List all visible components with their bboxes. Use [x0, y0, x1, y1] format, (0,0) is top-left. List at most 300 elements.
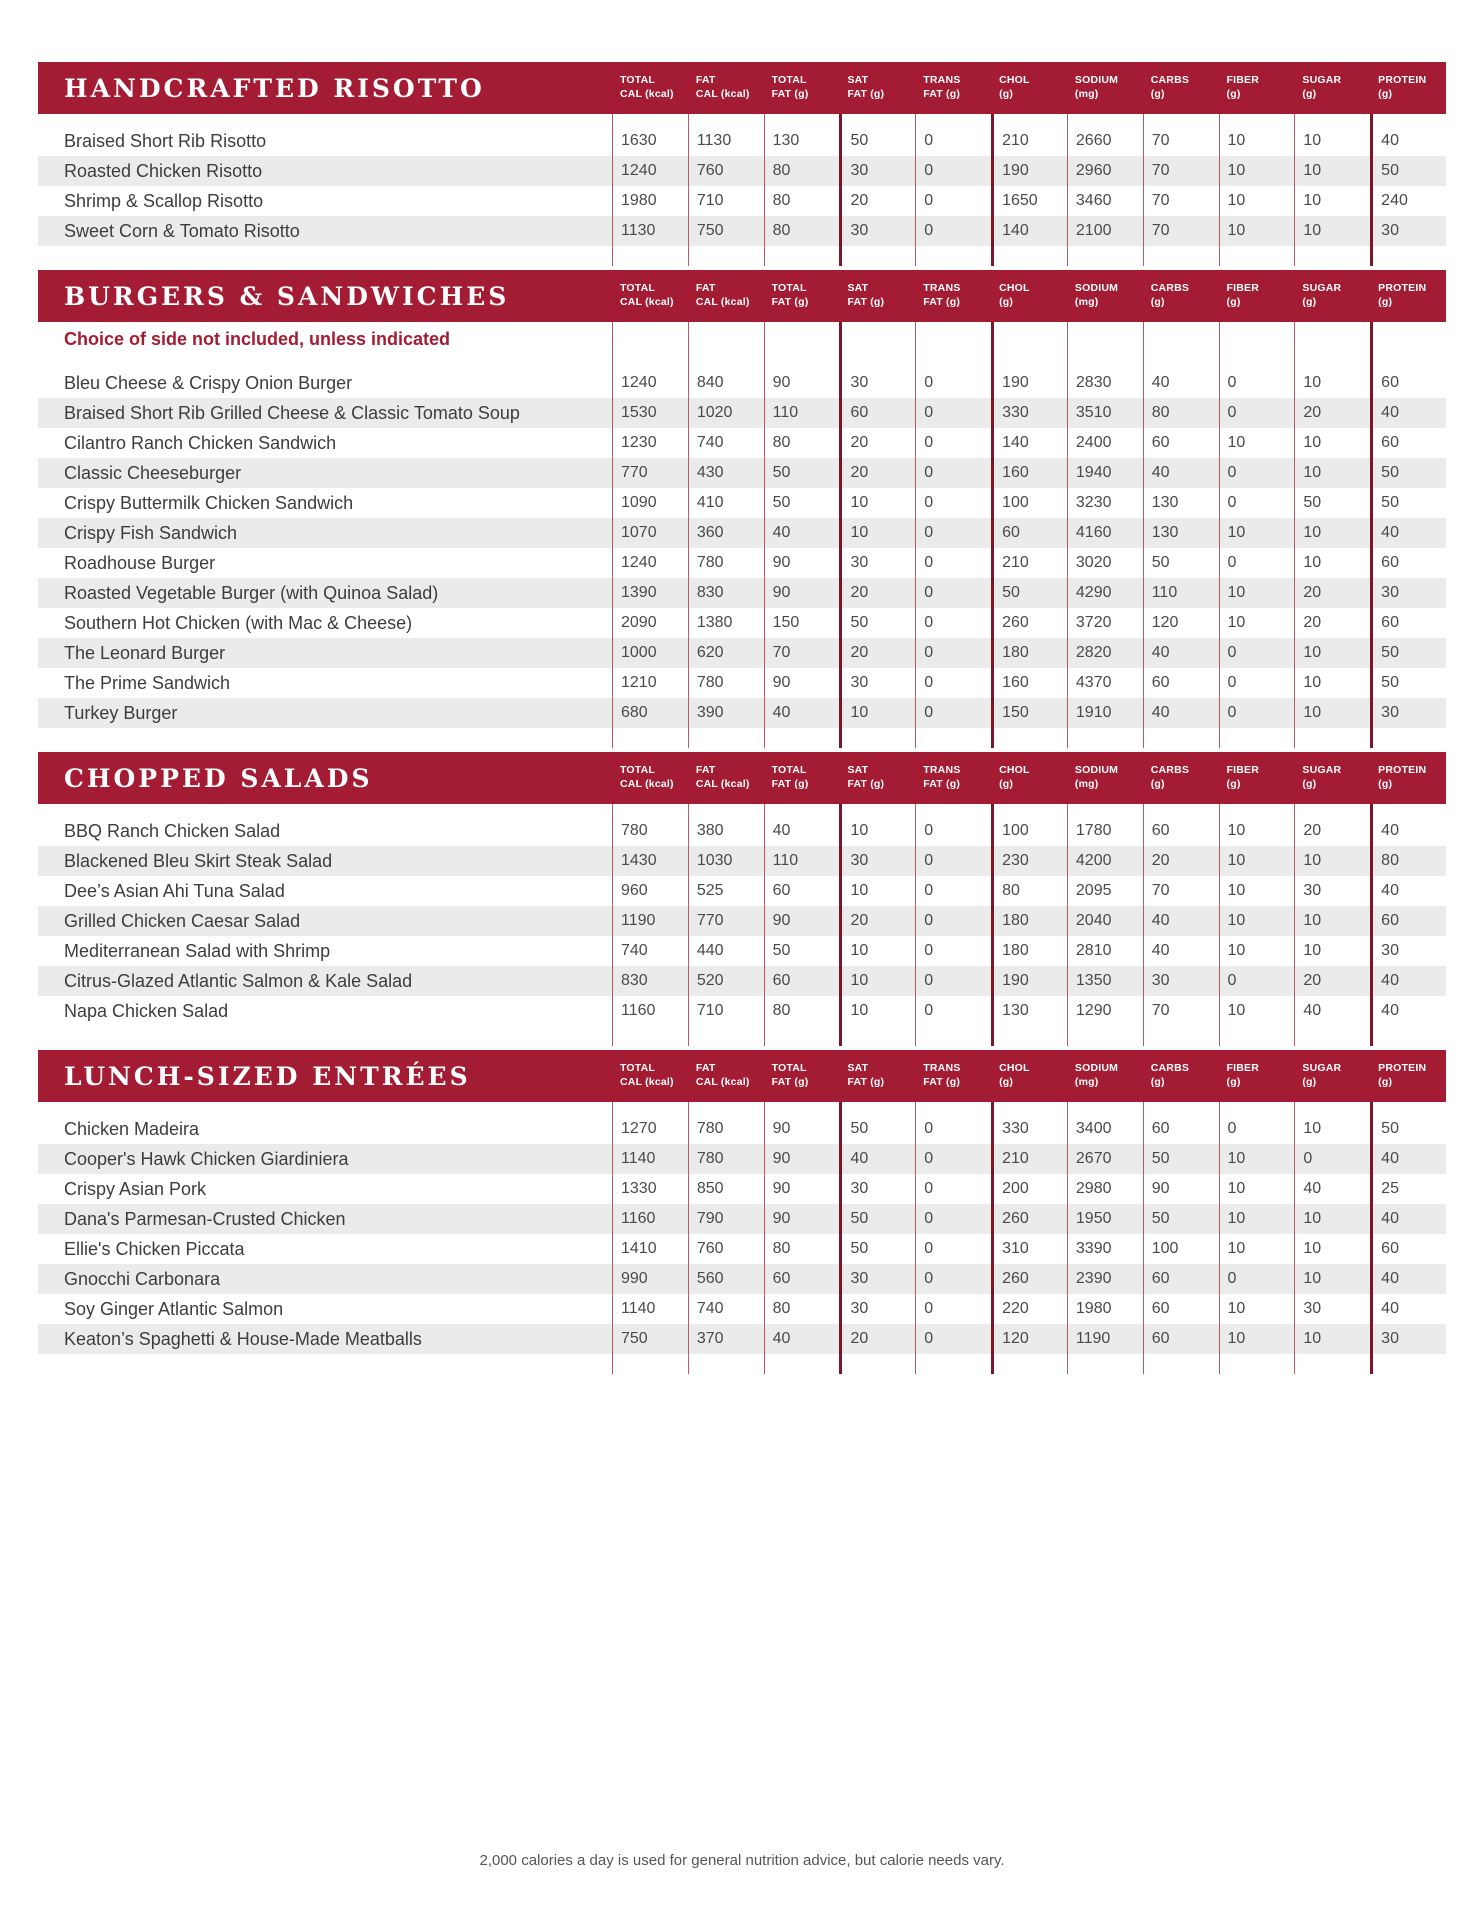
- menu-item-row: [38, 216, 1446, 246]
- nutrition-value: 360: [688, 518, 764, 548]
- item-name: Dana's Parmesan-Crusted Chicken: [64, 1208, 346, 1229]
- nutrition-value: 40: [764, 518, 840, 548]
- item-name: Crispy Fish Sandwich: [64, 522, 238, 543]
- nutrition-value: 1780: [1067, 816, 1143, 846]
- nutrition-value: 30: [839, 548, 915, 578]
- column-header: TRANS FAT (g): [923, 282, 961, 308]
- nutrition-value: 0: [915, 698, 991, 728]
- column-header: TOTAL FAT (g): [771, 764, 809, 790]
- column-header: PROTEIN (g): [1378, 1062, 1427, 1088]
- nutrition-value: 200: [991, 1174, 1067, 1204]
- nutrition-value: 40: [1370, 398, 1446, 428]
- nutrition-value: 25: [1370, 1174, 1446, 1204]
- nutrition-value: 30: [1370, 578, 1446, 608]
- nutrition-value: 10: [1294, 1324, 1370, 1354]
- column-rule-cell: [764, 356, 840, 368]
- nutrition-value: 10: [1294, 428, 1370, 458]
- column-header: TRANS FAT (g): [923, 764, 961, 790]
- nutrition-value: 0: [1219, 698, 1295, 728]
- item-name: Roasted Chicken Risotto: [64, 160, 263, 181]
- column-rule-cell: [991, 114, 1067, 126]
- column-rule-cell: [915, 114, 991, 126]
- nutrition-value: 50: [839, 126, 915, 156]
- nutrition-value: 750: [612, 1324, 688, 1354]
- nutrition-value: 1160: [612, 1204, 688, 1234]
- nutrition-value: 210: [991, 548, 1067, 578]
- nutrition-value: 50: [1143, 1204, 1219, 1234]
- menu-item-row: [38, 488, 1446, 518]
- column-rule-cell: [991, 1102, 1067, 1114]
- nutrition-value: 30: [839, 668, 915, 698]
- nutrition-value: 0: [915, 368, 991, 398]
- nutrition-value: 40: [764, 1324, 840, 1354]
- nutrition-value: 0: [915, 1324, 991, 1354]
- column-rule-cell: [1370, 322, 1446, 356]
- nutrition-value: 10: [839, 996, 915, 1026]
- nutrition-value: 0: [915, 876, 991, 906]
- column-rule-cell: [1219, 114, 1295, 126]
- nutrition-value: 120: [991, 1324, 1067, 1354]
- nutrition-value: 1230: [612, 428, 688, 458]
- nutrition-value: 30: [839, 846, 915, 876]
- nutrition-value: 10: [1219, 578, 1295, 608]
- nutrition-value: 10: [1294, 126, 1370, 156]
- item-name: Mediterranean Salad with Shrimp: [64, 940, 331, 961]
- nutrition-value: 1240: [612, 156, 688, 186]
- column-header: CHOL (g): [999, 282, 1030, 308]
- nutrition-value: 0: [915, 996, 991, 1026]
- nutrition-value: 40: [1143, 368, 1219, 398]
- nutrition-value: 20: [839, 186, 915, 216]
- nutrition-value: 20: [1294, 578, 1370, 608]
- nutrition-value: 90: [764, 368, 840, 398]
- nutrition-value: 680: [612, 698, 688, 728]
- column-rule-cell: [915, 1026, 991, 1046]
- column-rule-cell: [688, 356, 764, 368]
- nutrition-value: 70: [1143, 186, 1219, 216]
- column-rule-cell: [1294, 1354, 1370, 1374]
- column-rule-cell: [1219, 322, 1295, 356]
- nutrition-value: 1950: [1067, 1204, 1143, 1234]
- nutrition-value: 0: [915, 668, 991, 698]
- nutrition-value: 80: [991, 876, 1067, 906]
- nutrition-value: 380: [688, 816, 764, 846]
- nutrition-value: 10: [1219, 816, 1295, 846]
- nutrition-value: 10: [1219, 1324, 1295, 1354]
- nutrition-value: 80: [764, 1234, 840, 1264]
- column-header: TOTAL CAL (kcal): [620, 764, 674, 790]
- column-rule-cell: [1143, 322, 1219, 356]
- spacer-cell: [38, 1354, 612, 1374]
- nutrition-value: 60: [1370, 906, 1446, 936]
- nutrition-value: 4290: [1067, 578, 1143, 608]
- nutrition-value: 130: [991, 996, 1067, 1026]
- column-rule-cell: [915, 322, 991, 356]
- menu-item-row: [38, 996, 1446, 1026]
- nutrition-value: 10: [1219, 1234, 1295, 1264]
- nutrition-value: 10: [839, 698, 915, 728]
- nutrition-value: 10: [1294, 156, 1370, 186]
- column-rule-cell: [1067, 356, 1143, 368]
- nutrition-value: 50: [1370, 156, 1446, 186]
- column-rule-cell: [839, 322, 915, 356]
- nutrition-value: 260: [991, 608, 1067, 638]
- nutrition-value: 40: [1370, 1144, 1446, 1174]
- calorie-disclaimer: 2,000 calories a day is used for general nutrition advice, but calorie needs vary.: [479, 1852, 1005, 1869]
- section-rows: [38, 804, 1446, 1046]
- column-header: SUGAR (g): [1302, 1062, 1342, 1088]
- column-rule-cell: [839, 356, 915, 368]
- menu-item-row: [38, 186, 1446, 216]
- nutrition-value: 780: [612, 816, 688, 846]
- nutrition-value: 1980: [1067, 1294, 1143, 1324]
- nutrition-value: 230: [991, 846, 1067, 876]
- item-name: Braised Short Rib Risotto: [64, 130, 267, 151]
- column-rule-cell: [991, 246, 1067, 266]
- nutrition-value: 20: [1294, 966, 1370, 996]
- nutrition-value: 60: [991, 518, 1067, 548]
- nutrition-value: 1410: [612, 1234, 688, 1264]
- menu-section: [38, 1050, 1446, 1374]
- nutrition-value: 1390: [612, 578, 688, 608]
- nutrition-value: 1140: [612, 1144, 688, 1174]
- column-header: FIBER (g): [1226, 282, 1260, 308]
- nutrition-value: 50: [1370, 1114, 1446, 1144]
- nutrition-value: 1240: [612, 548, 688, 578]
- menu-item-row: [38, 966, 1446, 996]
- nutrition-value: 40: [1143, 936, 1219, 966]
- nutrition-value: 20: [839, 578, 915, 608]
- nutrition-value: 770: [612, 458, 688, 488]
- nutrition-value: 30: [839, 368, 915, 398]
- item-name: Blackened Bleu Skirt Steak Salad: [64, 850, 333, 871]
- column-rule-cell: [612, 322, 688, 356]
- column-rule-cell: [1370, 1354, 1446, 1374]
- nutrition-value: 90: [764, 668, 840, 698]
- nutrition-value: 10: [1219, 936, 1295, 966]
- nutrition-value: 50: [839, 1114, 915, 1144]
- nutrition-value: 40: [1370, 966, 1446, 996]
- nutrition-value: 210: [991, 1144, 1067, 1174]
- nutrition-value: 10: [1294, 1264, 1370, 1294]
- nutrition-value: 790: [688, 1204, 764, 1234]
- nutrition-value: 30: [839, 1174, 915, 1204]
- section-header-bar: [38, 752, 1446, 804]
- nutrition-value: 0: [915, 1234, 991, 1264]
- nutrition-value: 10: [839, 936, 915, 966]
- column-rule-cell: [1294, 1026, 1370, 1046]
- nutrition-value: 10: [1294, 906, 1370, 936]
- nutrition-value: 60: [1143, 668, 1219, 698]
- nutrition-value: 60: [764, 876, 840, 906]
- nutrition-value: 1190: [1067, 1324, 1143, 1354]
- item-name: Dee’s Asian Ahi Tuna Salad: [64, 880, 285, 901]
- section-title: HANDCRAFTED RISOTTO: [64, 73, 485, 103]
- column-header: TOTAL CAL (kcal): [620, 282, 674, 308]
- nutrition-value: 780: [688, 668, 764, 698]
- item-name: Bleu Cheese & Crispy Onion Burger: [64, 372, 353, 393]
- nutrition-value: 990: [612, 1264, 688, 1294]
- column-header: SAT FAT (g): [847, 74, 885, 100]
- nutrition-value: 740: [688, 428, 764, 458]
- nutrition-value: 0: [915, 1114, 991, 1144]
- menu-item-row: [38, 816, 1446, 846]
- column-header: SAT FAT (g): [847, 764, 885, 790]
- menu-item-row: [38, 126, 1446, 156]
- nutrition-value: 2820: [1067, 638, 1143, 668]
- column-header: CHOL (g): [999, 74, 1030, 100]
- nutrition-value: 2100: [1067, 216, 1143, 246]
- nutrition-value: 20: [839, 458, 915, 488]
- menu-item-row: [38, 1174, 1446, 1204]
- column-header: SODIUM (mg): [1074, 74, 1119, 100]
- column-header: SUGAR (g): [1302, 764, 1342, 790]
- nutrition-value: 830: [688, 578, 764, 608]
- nutrition-value: 80: [764, 996, 840, 1026]
- column-rule-cell: [1294, 246, 1370, 266]
- nutrition-value: 30: [839, 1264, 915, 1294]
- nutrition-value: 3390: [1067, 1234, 1143, 1264]
- nutrition-value: 1090: [612, 488, 688, 518]
- nutrition-value: 0: [915, 638, 991, 668]
- nutrition-value: 180: [991, 936, 1067, 966]
- nutrition-value: 520: [688, 966, 764, 996]
- column-rule-cell: [1370, 1102, 1446, 1114]
- nutrition-value: 30: [1294, 1294, 1370, 1324]
- nutrition-value: 10: [1219, 906, 1295, 936]
- column-rule-cell: [612, 246, 688, 266]
- nutrition-value: 10: [1294, 668, 1370, 698]
- column-header: CHOL (g): [999, 764, 1030, 790]
- menu-item-row: [38, 398, 1446, 428]
- column-header: FAT CAL (kcal): [695, 764, 750, 790]
- column-header: TOTAL FAT (g): [771, 282, 809, 308]
- column-rule-cell: [1294, 728, 1370, 748]
- menu-item-row: [38, 428, 1446, 458]
- nutrition-value: 0: [1219, 1264, 1295, 1294]
- nutrition-value: 60: [1143, 428, 1219, 458]
- column-rule-cell: [1219, 1102, 1295, 1114]
- nutrition-value: 2095: [1067, 876, 1143, 906]
- item-name: Ellie's Chicken Piccata: [64, 1238, 245, 1259]
- column-rule-cell: [764, 804, 840, 816]
- nutrition-value: 60: [1370, 548, 1446, 578]
- nutrition-value: 110: [764, 398, 840, 428]
- section-rows: [38, 322, 1446, 748]
- nutrition-value: 0: [915, 518, 991, 548]
- nutrition-value: 0: [1219, 368, 1295, 398]
- nutrition-value: 0: [915, 1174, 991, 1204]
- nutrition-value: 0: [1219, 966, 1295, 996]
- nutrition-value: 40: [1294, 996, 1370, 1026]
- menu-item-row: [38, 638, 1446, 668]
- nutrition-value: 130: [764, 126, 840, 156]
- nutrition-value: 2040: [1067, 906, 1143, 936]
- nutrition-value: 0: [915, 1264, 991, 1294]
- nutrition-value: 0: [915, 816, 991, 846]
- column-rule-cell: [1143, 804, 1219, 816]
- nutrition-value: 130: [1143, 518, 1219, 548]
- nutrition-value: 60: [1370, 608, 1446, 638]
- nutrition-value: 40: [1143, 906, 1219, 936]
- nutrition-value: 140: [991, 216, 1067, 246]
- column-header: TOTAL FAT (g): [771, 1062, 809, 1088]
- nutrition-value: 840: [688, 368, 764, 398]
- nutrition-value: 40: [1143, 638, 1219, 668]
- nutrition-value: 1070: [612, 518, 688, 548]
- nutrition-value: 40: [1143, 698, 1219, 728]
- nutrition-value: 50: [839, 1234, 915, 1264]
- nutrition-value: 10: [1219, 846, 1295, 876]
- column-rule-cell: [1067, 1026, 1143, 1046]
- menu-item-row: [38, 368, 1446, 398]
- column-rule-cell: [915, 1354, 991, 1374]
- nutrition-value: 70: [1143, 216, 1219, 246]
- column-header: SAT FAT (g): [847, 282, 885, 308]
- nutrition-value: 3020: [1067, 548, 1143, 578]
- nutrition-value: 0: [915, 966, 991, 996]
- nutrition-value: 4160: [1067, 518, 1143, 548]
- nutrition-value: 10: [1294, 186, 1370, 216]
- nutrition-value: 960: [612, 876, 688, 906]
- nutrition-value: 620: [688, 638, 764, 668]
- nutrition-value: 80: [764, 1294, 840, 1324]
- nutrition-value: 90: [764, 1144, 840, 1174]
- nutrition-value: 90: [764, 906, 840, 936]
- column-rule-cell: [991, 804, 1067, 816]
- item-name: BBQ Ranch Chicken Salad: [64, 820, 281, 841]
- nutrition-value: 310: [991, 1234, 1067, 1264]
- nutrition-value: 30: [1370, 216, 1446, 246]
- column-rule-cell: [1219, 246, 1295, 266]
- column-rule-cell: [1294, 1102, 1370, 1114]
- nutrition-value: 50: [1370, 458, 1446, 488]
- nutrition-value: 60: [1370, 368, 1446, 398]
- column-rule-cell: [1067, 1102, 1143, 1114]
- nutrition-value: 100: [1143, 1234, 1219, 1264]
- section-header-bar: [38, 1050, 1446, 1102]
- nutrition-value: 0: [915, 126, 991, 156]
- nutrition-value: 10: [1294, 458, 1370, 488]
- column-header: CARBS (g): [1150, 74, 1190, 100]
- nutrition-value: 0: [915, 1294, 991, 1324]
- column-rule-cell: [1219, 1026, 1295, 1046]
- column-rule-cell: [1219, 728, 1295, 748]
- nutrition-value: 40: [1370, 518, 1446, 548]
- column-rule-cell: [1067, 728, 1143, 748]
- nutrition-value: 0: [915, 428, 991, 458]
- nutrition-value: 90: [764, 1174, 840, 1204]
- menu-item-row: [38, 1264, 1446, 1294]
- nutrition-value: 410: [688, 488, 764, 518]
- nutrition-value: 10: [1294, 936, 1370, 966]
- nutrition-value: 30: [1370, 936, 1446, 966]
- nutrition-value: 0: [915, 398, 991, 428]
- nutrition-value: 100: [991, 816, 1067, 846]
- item-name: Shrimp & Scallop Risotto: [64, 190, 264, 211]
- column-header: SODIUM (mg): [1074, 1062, 1119, 1088]
- nutrition-value: 1350: [1067, 966, 1143, 996]
- item-name: Southern Hot Chicken (with Mac & Cheese): [64, 612, 413, 633]
- nutrition-value: 740: [688, 1294, 764, 1324]
- nutrition-value: 430: [688, 458, 764, 488]
- nutrition-value: 10: [1294, 1114, 1370, 1144]
- nutrition-value: 140: [991, 428, 1067, 458]
- nutrition-value: 260: [991, 1204, 1067, 1234]
- column-header: SUGAR (g): [1302, 282, 1342, 308]
- column-header: CARBS (g): [1150, 1062, 1190, 1088]
- nutrition-value: 0: [915, 906, 991, 936]
- nutrition-value: 390: [688, 698, 764, 728]
- column-rule-cell: [688, 1026, 764, 1046]
- column-header: TRANS FAT (g): [923, 1062, 961, 1088]
- menu-item-row: [38, 548, 1446, 578]
- column-rule-cell: [612, 114, 688, 126]
- item-name: Cooper's Hawk Chicken Giardiniera: [64, 1148, 349, 1169]
- section-note-row: [38, 322, 1446, 356]
- column-rule-cell: [688, 728, 764, 748]
- nutrition-value: 780: [688, 1114, 764, 1144]
- nutrition-value: 780: [688, 1144, 764, 1174]
- nutrition-value: 2400: [1067, 428, 1143, 458]
- column-rule-cell: [1370, 246, 1446, 266]
- column-rule-cell: [839, 804, 915, 816]
- nutrition-value: 50: [1294, 488, 1370, 518]
- nutrition-value: 780: [688, 548, 764, 578]
- nutrition-value: 90: [764, 548, 840, 578]
- spacer-row: [38, 1102, 1446, 1114]
- nutrition-value: 80: [764, 186, 840, 216]
- column-rule-cell: [688, 246, 764, 266]
- column-rule-cell: [1294, 114, 1370, 126]
- column-rule-cell: [764, 322, 840, 356]
- item-name: Citrus-Glazed Atlantic Salmon & Kale Salad: [64, 970, 413, 991]
- nutrition-value: 0: [915, 548, 991, 578]
- column-header: FAT CAL (kcal): [695, 74, 750, 100]
- menu-item-row: [38, 608, 1446, 638]
- item-name: Chicken Madeira: [64, 1118, 200, 1139]
- nutrition-value: 90: [764, 1114, 840, 1144]
- nutrition-value: 2960: [1067, 156, 1143, 186]
- column-rule-cell: [1294, 804, 1370, 816]
- nutrition-value: 10: [839, 966, 915, 996]
- nutrition-value: 30: [1143, 966, 1219, 996]
- nutrition-value: 70: [1143, 126, 1219, 156]
- nutrition-value: 90: [764, 1204, 840, 1234]
- menu-sections: [38, 62, 1446, 1374]
- nutrition-value: 1160: [612, 996, 688, 1026]
- nutrition-value: 0: [915, 216, 991, 246]
- column-rule-cell: [764, 1354, 840, 1374]
- column-rule-cell: [839, 114, 915, 126]
- nutrition-value: 850: [688, 1174, 764, 1204]
- item-name: The Prime Sandwich: [64, 672, 231, 693]
- nutrition-value: 0: [1219, 1114, 1295, 1144]
- column-rule-cell: [915, 356, 991, 368]
- column-rule-cell: [1219, 356, 1295, 368]
- item-name: Classic Cheeseburger: [64, 462, 242, 483]
- item-name: Grilled Chicken Caesar Salad: [64, 910, 301, 931]
- nutrition-value: 4200: [1067, 846, 1143, 876]
- column-rule-cell: [1370, 728, 1446, 748]
- column-rule-cell: [915, 1102, 991, 1114]
- nutrition-value: 30: [839, 216, 915, 246]
- column-rule-cell: [612, 728, 688, 748]
- nutrition-value: 40: [1370, 816, 1446, 846]
- column-rule-cell: [1067, 114, 1143, 126]
- nutrition-value: 50: [1143, 1144, 1219, 1174]
- spacer-cell: [38, 356, 612, 368]
